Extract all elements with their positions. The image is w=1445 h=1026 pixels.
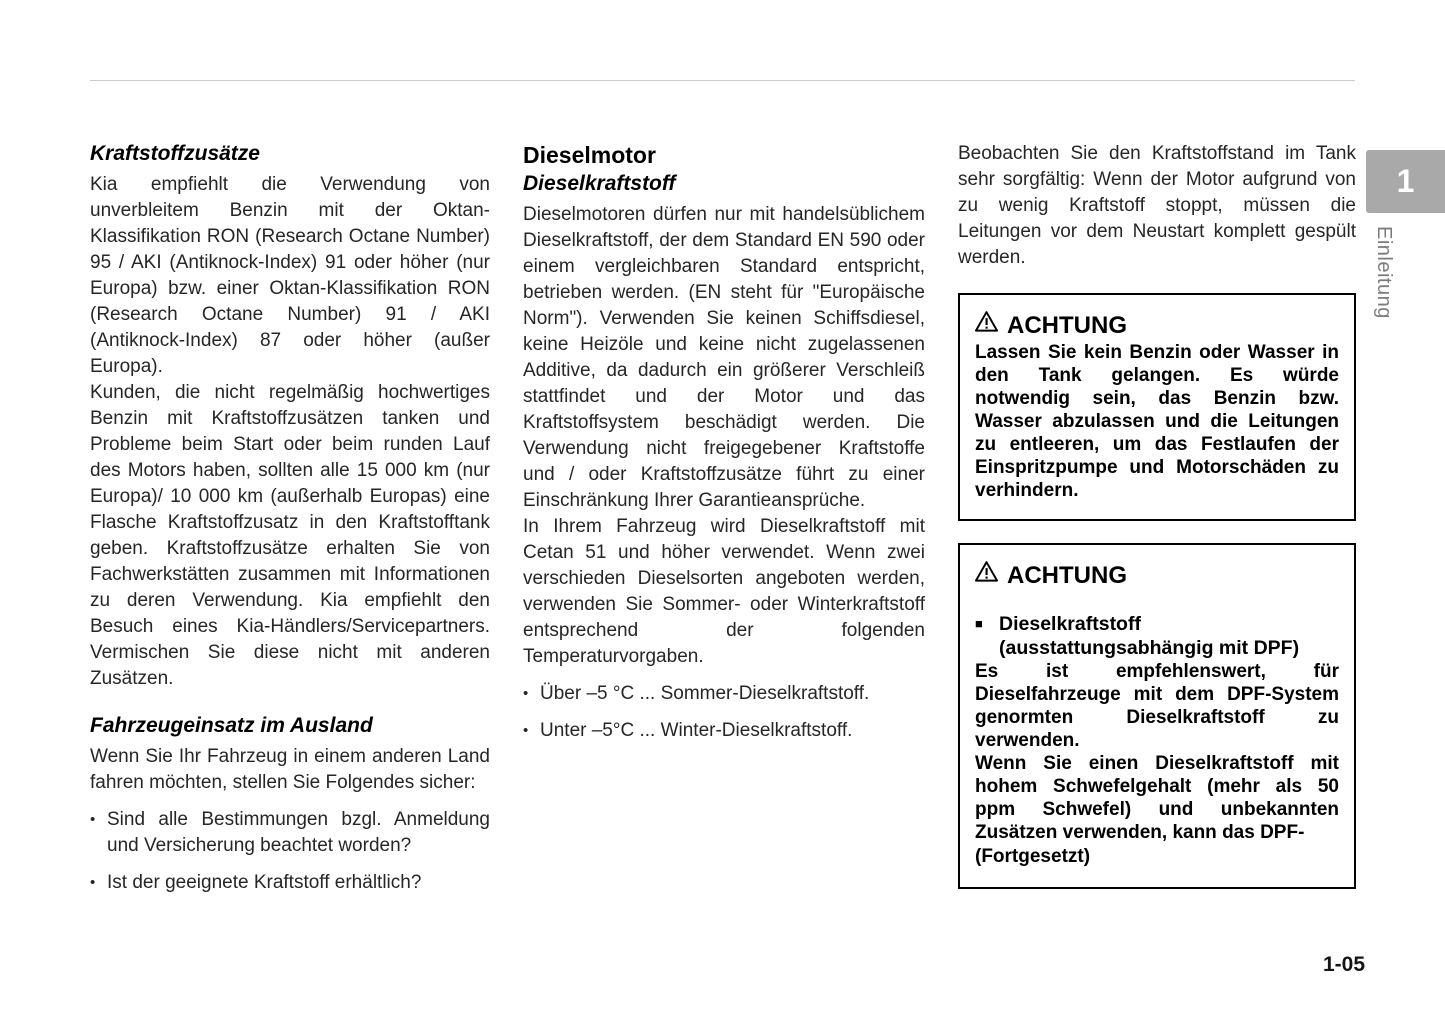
chapter-number: 1 xyxy=(1396,163,1415,199)
list-item-text: Über –5 °C ... Sommer-Dieselkraftstoff. xyxy=(540,683,870,704)
column-right xyxy=(958,141,1356,889)
chapter-side-label: Einleitung xyxy=(1373,226,1395,319)
warning-triangle-icon xyxy=(975,310,998,341)
caution-box-dieselkraftstoff-dpf xyxy=(958,543,1356,889)
section-heading-kraftstoffzusaetze: Kraftstoffzusätze xyxy=(90,142,260,165)
list-item-text: Ist der geeignete Kraftstoff erhältlich? xyxy=(107,872,422,893)
caution-title: ACHTUNG xyxy=(1007,561,1127,589)
section-heading-dieselmotor: Dieselmotor xyxy=(523,142,656,168)
bullet-icon: • xyxy=(90,874,96,891)
caution-body-text: Lassen Sie kein Benzin oder Wasser in den Tank gelangen. Es würde notwendig sein, das Benzin bzw. Wasser abzulassen und die Leitungen zu entleeren, um das Festlaufen der Einspritzpumpe und Motorschäden zu verhindern. xyxy=(975,342,1339,501)
list-item xyxy=(90,870,490,896)
list-item xyxy=(90,807,490,859)
list-item-text: Unter –5°C ... Winter-Dieselkraftstoff. xyxy=(540,720,853,741)
caution-item-text: Dieselkraftstoff (ausstattungsabhängig mit DPF) xyxy=(999,613,1300,659)
caution-list-item xyxy=(975,612,1339,660)
paragraph-fuel-additives-1: Kia empfiehlt die Verwendung von unverbleitem Benzin mit der Oktan-Klassifikation RON (Research Octane Number) 95 / AKI (Antiknock-Index) 91 oder höher (nur Europa) bzw. einer Oktan-Klassifikation RON (Research Octane Number) 91 / AKI (Antiknock-Index) 87 oder höher (außer Europa). xyxy=(90,174,490,377)
caution-title: ACHTUNG xyxy=(1007,311,1127,339)
caution-paragraph-dpf-2: Wenn Sie einen Dieselkraftstoff mit hohem Schwefelgehalt (mehr als 50 ppm Schwefel) und unbekannten Zusätzen verwenden, kann das DPF- xyxy=(975,753,1339,843)
caution-header xyxy=(975,310,1339,341)
bullet-icon: • xyxy=(523,722,529,739)
paragraph-fuel-additives-2: Kunden, die nicht regelmäßig hochwertiges Benzin mit Kraftstoffzusätzen tanken und Probleme beim Start oder beim runden Lauf des Motors haben, sollten alle 15 000 km (nur Europa)/ 10 000 km (außerhalb Europas) eine Flasche Kraftstoffzusatz in den Kraftstofftank geben. Kraftstoffzusätze erhalten Sie von Fachwerkstätten zusammen mit Informationen zu deren Verwendung. Kia empfiehlt den Besuch eines Kia-Händlers/Servicepartners. Vermischen Sie diese nicht mit anderen Zusätzen. xyxy=(90,382,490,689)
paragraph-diesel-fuel-1: Dieselmotoren dürfen nur mit handelsüblichem Dieselkraftstoff, der dem Standard EN 590 oder einem vergleichbaren Standard entspricht, betrieben werden. (EN steht für "Europäische Norm"). Verwenden Sie keinen Schiffsdiesel, keine Heizöle und keine nicht zugelassenen Additive, da dadurch ein größerer Verschleiß stattfindet und der Motor und das Kraftstoffsystem beschädigt werden. Die Verwendung nicht freigegebener Kraftstoffe und / oder Kraftstoffzusätze führt zu einer Einschränkung Ihrer Garantieansprüche. xyxy=(523,204,925,511)
bullet-icon: • xyxy=(90,811,96,828)
paragraph-foreign-use-intro: Wenn Sie Ihr Fahrzeug in einem anderen Land fahren möchten, stellen Sie Folgendes sicher: xyxy=(90,746,490,793)
chapter-tab xyxy=(1366,150,1445,213)
list-item-text: Sind alle Bestimmungen bzgl. Anmeldung und Versicherung beachtet worden? xyxy=(107,809,490,856)
square-bullet-icon: ■ xyxy=(975,616,983,631)
caution-header xyxy=(975,560,1339,591)
paragraph-fuel-level-warning: Beobachten Sie den Kraftstoffstand im Tank sehr sorgfältig: Wenn der Motor aufgrund von zu wenig Kraftstoff stoppt, müssen die Leitungen vor dem Neustart komplett gespült werden. xyxy=(958,143,1356,268)
page-number: 1-05 xyxy=(1322,953,1365,976)
paragraph-diesel-fuel-2: In Ihrem Fahrzeug wird Dieselkraftstoff mit Cetan 51 und höher verwendet. Wenn zwei verschieden Dieselsorten angeboten werden, verwenden Sie Sommer- oder Winterkraftstoff entsprechend der folgenden Temperaturvorgaben. xyxy=(523,516,925,667)
caution-continued-note: (Fortgesetzt) xyxy=(975,846,1091,867)
caution-box-benzin-wasser xyxy=(958,293,1356,521)
section-heading-fahrzeugeinsatz: Fahrzeugeinsatz im Ausland xyxy=(90,714,373,737)
subsection-heading-dieselkraftstoff: Dieselkraftstoff xyxy=(523,172,676,195)
list-item xyxy=(523,718,925,744)
bullet-icon: • xyxy=(523,685,529,702)
list-item xyxy=(523,681,925,707)
warning-triangle-icon xyxy=(975,560,998,591)
caution-paragraph-dpf-1: Es ist empfehlenswert, für Dieselfahrzeuge mit dem DPF-System genormten Dieselkraftstoff zu verwenden. xyxy=(975,661,1339,751)
column-left xyxy=(90,141,490,896)
column-middle xyxy=(523,141,925,744)
header-rule xyxy=(90,80,1355,81)
